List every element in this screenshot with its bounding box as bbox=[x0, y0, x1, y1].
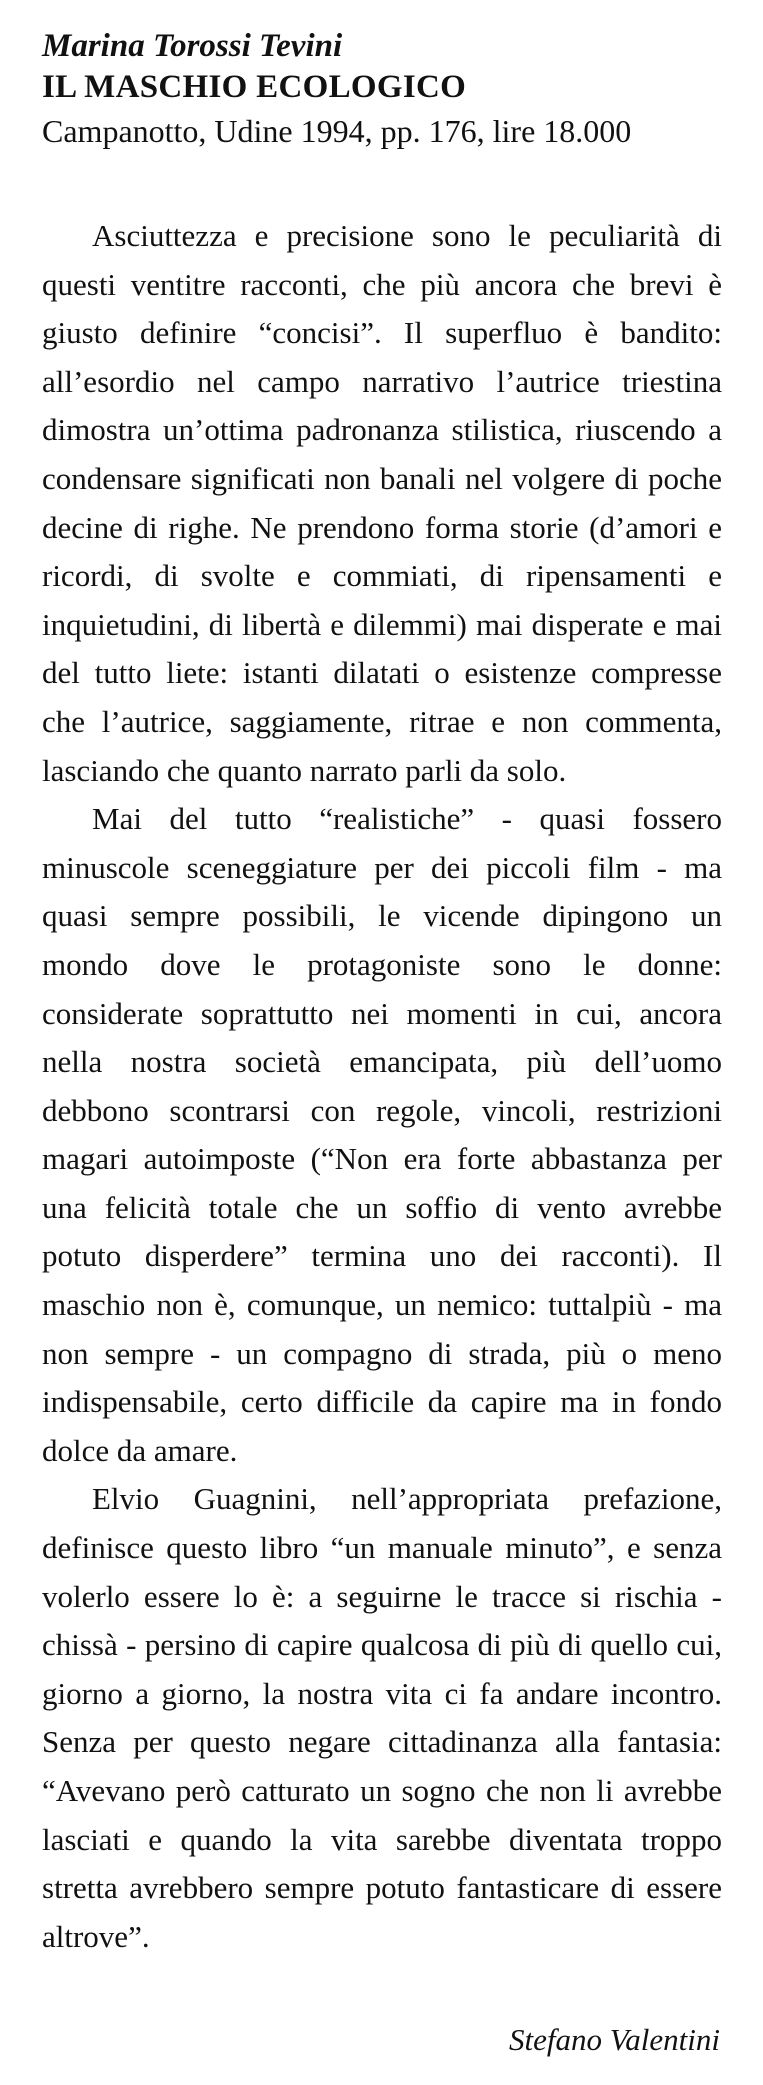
book-title: IL MASCHIO ECOLOGICO bbox=[42, 69, 467, 105]
review-paragraph: Elvio Guagnini, nell’appropriata prefazione, definisce questo libro “un manuale minuto”, e senza volerlo essere lo è: a seguirne le tracce si rischia - chissà - persino di capire qualcosa di più di quello cui, giorno a giorno, la nostra vita ci fa andare incontro. Senza per questo negare cittadinanza alla fantasia: “Avevano però catturato un sogno che non li avrebbe lasciati e quando la vita sarebbe diventata troppo stretta avrebbero sempre potuto fantasticare di essere altrove”. bbox=[42, 1481, 722, 1954]
review-paragraph: Asciuttezza e precisione sono le peculiarità di questi ventitre racconti, che più ancora che brevi è giusto definire “concisi”. Il superfluo è bandito: all’esordio nel campo narrativo l’autrice triestina dimostra un’ottima padronanza stilistica, riuscendo a condensare significati non banali nel volgere di poche decine di righe. Ne prendono forma storie (d’amori e ricordi, di svolte e commiati, di ripensamenti e inquietudini, di libertà e dilemmi) mai disperate e mai del tutto liete: istanti dilatati o esistenze compresse che l’autrice, saggiamente, ritrae e non commenta, lasciando che quanto narrato parli da solo. bbox=[42, 218, 722, 788]
review-body bbox=[42, 212, 722, 1961]
book-header bbox=[42, 26, 732, 152]
reviewer-signature: Stefano Valentini bbox=[509, 2022, 720, 2057]
book-author: Marina Torossi Tevini bbox=[42, 28, 343, 64]
review-paragraph: Mai del tutto “realistiche” - quasi fossero minuscole sceneggiature per dei piccoli film - ma quasi sempre possibili, le vicende dipingono un mondo dove le protagoniste sono le donne: considerate soprattutto nei momenti in cui, ancora nella nostra società emancipata, più dell’uomo debbono scontrarsi con regole, vincoli, restrizioni magari autoimposte (“Non era forte abbastanza per una felicità totale che un soffio di vento avrebbe potuto disperdere” termina uno dei racconti). Il maschio non è, comunque, un nemico: tuttalpiù - ma non sempre - un compagno di strada, più o meno indispensabile, certo difficile da capire ma in fondo dolce da amare. bbox=[42, 801, 722, 1468]
publication-info: Campanotto, Udine 1994, pp. 176, lire 18.000 bbox=[42, 113, 632, 149]
